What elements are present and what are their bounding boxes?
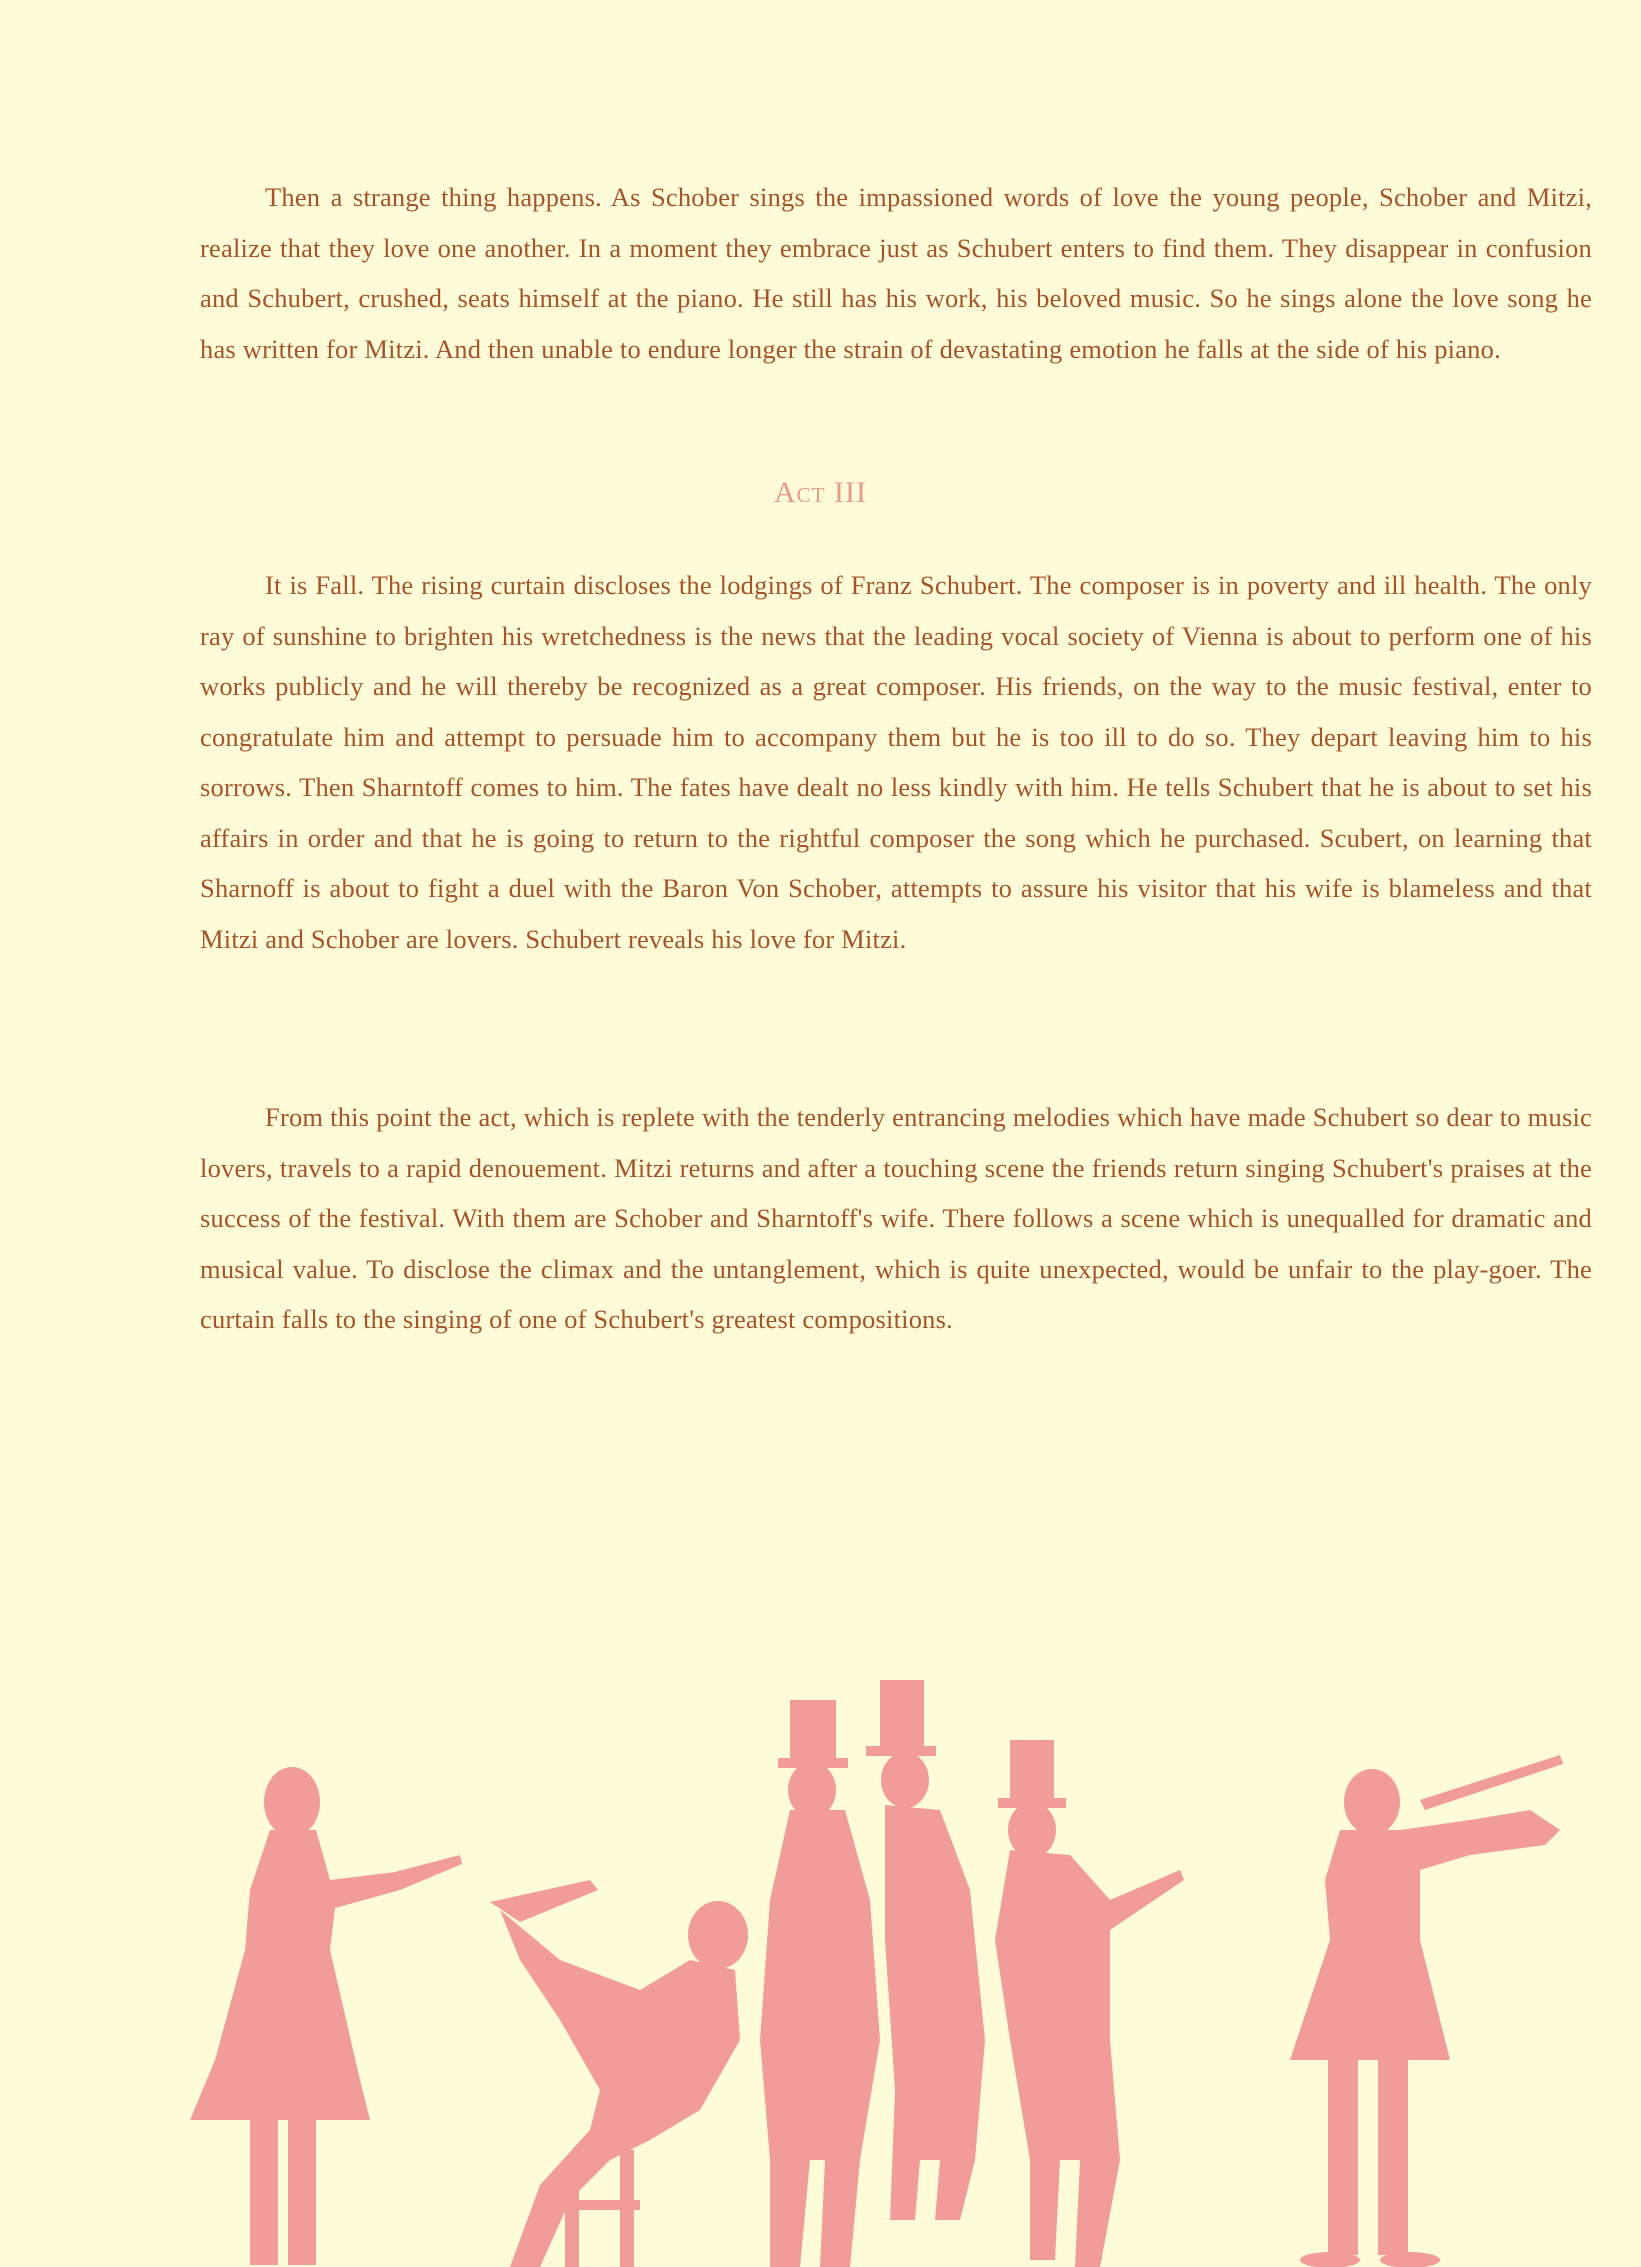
paragraph-act2-end bbox=[200, 172, 1592, 374]
section-heading: Act III bbox=[774, 476, 867, 509]
conductor-silhouette bbox=[190, 1767, 462, 2265]
paragraph-text: From this point the act, which is replete with the tenderly entrancing melodies which have made Schubert so dear to music lovers, travels to a rapid denouement. Mitzi returns and after a touching scene the friends return singing Schubert's praises at the success of the festival. With them are Schober and Sharntoff's wife. There follows a scene which is unequalled for dramatic and musical value. To disclose the climax and the untanglement, which is quite unexpected, would be unfair to the play-goer. The curtain falls to the singing of one of Schubert's greatest compositions. bbox=[200, 1102, 1592, 1334]
seated-figure-silhouette bbox=[490, 1880, 748, 2267]
paragraph-text: It is Fall. The rising curtain discloses the lodgings of Franz Schubert. The composer is in poverty and ill health. The only ray of sunshine to brighten his wretchedness is the news that the leading vocal society of Vienna is about to perform one of his works publicly and he will thereby be recognized as a great composer. His friends, on the way to the music festival, enter to congratulate him and attempt to persuade him to accompany them but he is too ill to do so. They depart leaving him to his sorrows. Then Sharntoff comes to him. The fates have dealt no less kindly with him. He tells Schubert that he is about to set his affairs in order and that he is going to return to the rightful composer the song which he purchased. Scubert, on learning that Sharnoff is about to fight a duel with the Baron Von Schober, attempts to assure his visitor that his wife is blameless and that Mitzi and Schober are lovers. Schubert reveals his love for Mitzi. bbox=[200, 570, 1592, 954]
paragraph-act3-climax bbox=[200, 1092, 1592, 1345]
top-hat-men-silhouettes bbox=[760, 1680, 1184, 2267]
paragraph-text: Then a strange thing happens. As Schober sings the impassioned words of love the young people, Schober and Mitzi, realize that they love one another. In a moment they embrace just as Schubert enters to find them. They disappear in confusion and Schubert, crushed, seats himself at the piano. He still has his work, his beloved music. So he sings alone the love song he has written for Mitzi. And then unable to endure longer the strain of devastating emotion he falls at the side of his piano. bbox=[200, 182, 1592, 364]
silhouette-illustration bbox=[0, 1640, 1641, 2267]
paragraph-act3-intro bbox=[200, 560, 1592, 964]
violinist-silhouette bbox=[1290, 1755, 1563, 2267]
